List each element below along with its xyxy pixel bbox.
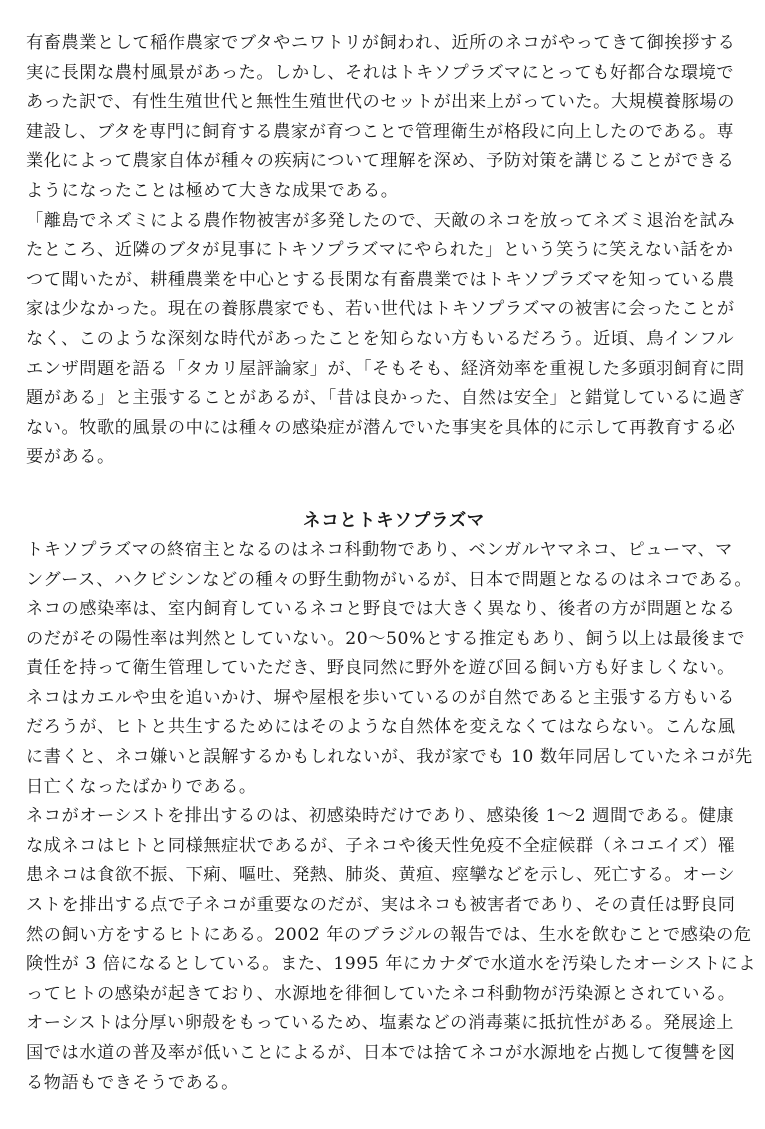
paragraph-island-anecdote bbox=[26, 207, 745, 473]
text-line: 国では水道の普及率が低いことによるが、日本では捨てネコが水源地を占拠して復讐を図 bbox=[26, 1043, 736, 1063]
document-page bbox=[26, 29, 757, 1098]
text-line: 責任を持って衛生管理していただき、野良同然に野外を遊び回る飼い方も好ましくない。 bbox=[26, 658, 735, 679]
section-heading: ネコとトキソプラズマ bbox=[302, 510, 486, 531]
text-line: ようになったことは極めて大きな成果である。 bbox=[26, 180, 399, 201]
text-line: ネコの感染率は、室内飼育しているネコと野良では大きく異なり、後者の方が問題となる bbox=[26, 599, 736, 620]
text-line: ネコがオーシストを排出するのは、初感染時だけであり、感染後 1～2 週間である。健康 bbox=[26, 806, 735, 827]
paragraph-oocyst-shedding bbox=[26, 802, 757, 1098]
text-line: なく、このような深刻な時代があったことを知らない方もいるだろう。近頃、鳥インフル bbox=[26, 328, 735, 349]
text-line: 有畜農業として稲作農家でブタやニワトリが飼われ、近所のネコがやってきて御挨拶する bbox=[26, 33, 736, 53]
text-line: 然の飼い方をするヒトにある。2002 年のブラジルの報告では、生水を飲むことで感染の危 bbox=[26, 924, 752, 945]
text-line: ストを排出する点で子ネコが重要なのだが、実はネコも被害者であり、その責任は野良同 bbox=[26, 895, 736, 916]
text-line: 実に長閑な農村風景があった。しかし、それはトキソプラズマにとっても好都合な環境で bbox=[26, 62, 735, 83]
text-line: 要がある。 bbox=[26, 447, 115, 468]
text-line: 業化によって農家自体が種々の疾病について理解を深め、予防対策を講じることができる bbox=[26, 151, 735, 172]
text-line: ネコはカエルや虫を追いかけ、塀や屋根を歩いているのが自然であると主張する方もいる bbox=[26, 687, 735, 708]
text-line: に書くと、ネコ嫌いと誤解するかもしれないが、我が家でも 10 数年同居していたネコが先 bbox=[26, 747, 753, 768]
text-line: たところ、近隣のブタが見事にトキソプラズマにやられた」という笑うに笑えない話をか bbox=[26, 240, 734, 261]
text-line: オーシストは分厚い卵殻をもっているため、塩素などの消毒薬に抵抗性がある。発展途上 bbox=[26, 1013, 734, 1034]
text-line: 建設し、ブタを専門に飼育する農家が育つことで管理衛生が格段に向上したのである。専 bbox=[26, 121, 735, 142]
text-line: 題がある」と主張することがあるが、「昔は良かった、自然は安全」と錯覚しているに過ぎ bbox=[26, 388, 745, 409]
section-spacer bbox=[26, 473, 742, 506]
text-line: る物語もできそうである。 bbox=[26, 1072, 239, 1093]
paragraph-farm-landscape bbox=[26, 29, 742, 207]
text-line: つて聞いたが、耕種農業を中心とする長閑な有畜農業ではトキソプラズマを知っている農 bbox=[26, 269, 735, 290]
text-line: ングース、ハクビシンなどの種々の野生動物がいるが、日本で問題となるのはネコである。 bbox=[26, 569, 753, 590]
text-line: ってヒトの感染が起きており、水源地を徘徊していたネコ科動物が汚染源とされている。 bbox=[26, 983, 736, 1004]
text-line: 家は少なかった。現在の養豚農家でも、若い世代はトキソプラズマの被害に会ったことが bbox=[26, 299, 735, 320]
text-line: ない。牧歌的風景の中には種々の感染症が潜んでいた事実を具体的に示して再教育する必 bbox=[26, 417, 736, 438]
text-line: のだがその陽性率は判然としていない。20～50%とする推定もあり、飼う以上は最後まで bbox=[26, 628, 746, 649]
text-line: トキソプラズマの終宿主となるのはネコ科動物であり、ベンガルヤマネコ、ピューマ、マ bbox=[26, 539, 733, 560]
paragraph-cat-hosts bbox=[26, 536, 753, 802]
text-line: 「離島でネズミによる農作物被害が多発したので、天敵のネコを放ってネズミ退治を試み bbox=[26, 210, 736, 231]
text-line: 日亡くなったばかりである。 bbox=[26, 776, 257, 797]
text-line: あった訳で、有性生殖世代と無性生殖世代のセットが出来上がっていた。大規模養豚場の bbox=[26, 92, 735, 113]
text-line: な成ネコはヒトと同様無症状であるが、子ネコや後天性免疫不全症候群（ネコエイズ）罹 bbox=[26, 835, 736, 856]
text-line: 患ネコは食欲不振、下痢、嘔吐、発熱、肺炎、黄疸、痙攣などを示し、死亡する。オーシ bbox=[26, 865, 736, 886]
text-line: エンザ問題を語る「タカリ屋評論家」が、「そもそも、経済効率を重視した多頭羽飼育に問 bbox=[26, 358, 745, 379]
text-line: 険性が 3 倍になるとしている。また、1995 年にカナダで水道水を汚染したオーシストによ bbox=[26, 954, 757, 975]
text-line: だろうが、ヒトと共生するためにはそのような自然体を変えなくてはならない。こんな風 bbox=[26, 717, 736, 738]
